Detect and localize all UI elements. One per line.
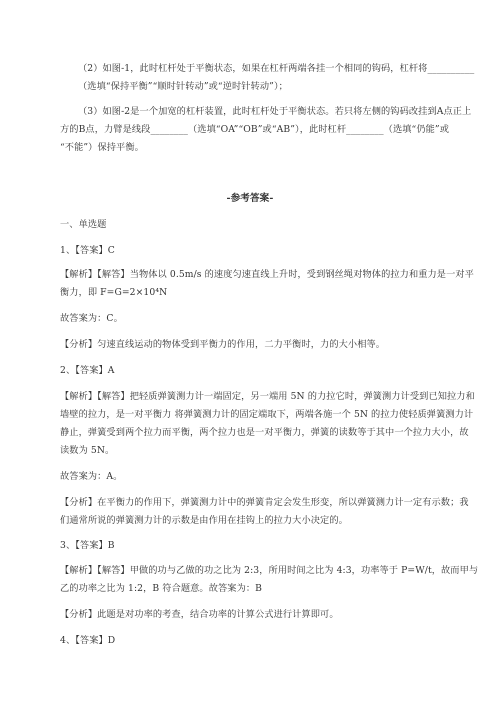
- question-text: （选填“保持平衡”“顺时针转动”或“逆时针转动”）；: [78, 81, 288, 92]
- summary-text: 【分析】在平衡力的作用下，弹簧测力计中的弹簧肯定会发生形变，所以弹簧测力计一定有示数；我: [60, 497, 469, 508]
- analysis-text: 乙的功率之比为 1:2，B 符合题意。故答案为：B: [60, 583, 263, 594]
- summary-text: 【分析】匀速直线运动的物体受到平衡力的作用，二力平衡时，力的大小相等。: [60, 339, 386, 350]
- summary-text: 【分析】此题是对功率的考查，结合功率的计算公式进行计算即可。: [60, 609, 339, 620]
- section-heading: 一、单选题: [60, 219, 107, 230]
- summary-text: 们通常所说的弹簧测力计的示数是由作用在挂钩上的拉力大小决定的。: [60, 515, 348, 526]
- analysis-text: 衡力，即 F=G=2×10⁴N: [60, 287, 168, 298]
- analysis-text: 读数为 5N。: [60, 445, 115, 456]
- result-text: 故答案为：C。: [60, 313, 123, 324]
- answer-label: 1、【答案】C: [60, 245, 115, 256]
- analysis-text: 静止，弹簧受到两个拉力而平衡，两个拉力也是一对平衡力，弹簧的读数等于其中一个拉力大小，故: [60, 427, 469, 438]
- question-text: （2）如图-1，此时杠杆处于平衡状态，如果在杠杆两端各挂一个相同的钩码，杠杆将__________: [78, 63, 475, 74]
- answer-label: 3、【答案】B: [60, 540, 115, 551]
- analysis-text: 【解析】【解答】甲做的功与乙做的功之比为 2:3，所用时间之比为 4:3，功率等于 P=W/t，故而甲与: [60, 565, 479, 576]
- analysis-text: 【解析】【解答】把轻质弹簧测力计一端固定，另一端用 5N 的力拉它时，弹簧测力计受到已知拉力和: [60, 391, 475, 402]
- result-text: 故答案为：A。: [60, 471, 123, 482]
- question-text: 方的B点，力臂是线段________（选填“OA”“OB”或“AB”），此时杠杆________（选填“仍能”或: [60, 124, 449, 135]
- question-text: （3）如图-2是一个加宽的杠杆装置，此时杠杆处于平衡状态。若只将左侧的钩码改挂到A点正上: [78, 106, 472, 117]
- answer-label: 2、【答案】A: [60, 365, 115, 376]
- analysis-text: 【解析】【解答】当物体以 0.5m/s 的速度匀速直线上升时，受到钢丝绳对物体的拉力和重力是一对平: [60, 269, 474, 280]
- question-text: “不能”）保持平衡。: [60, 142, 144, 153]
- answers-title: -参考答案-: [226, 193, 274, 204]
- analysis-text: 墙壁的拉力，是一对平衡力 将弹簧测力计的固定端取下，两端各施一个 5N 的拉力使轻质弹簧测力计: [60, 409, 474, 420]
- answer-label: 4、【答案】D: [60, 635, 116, 646]
